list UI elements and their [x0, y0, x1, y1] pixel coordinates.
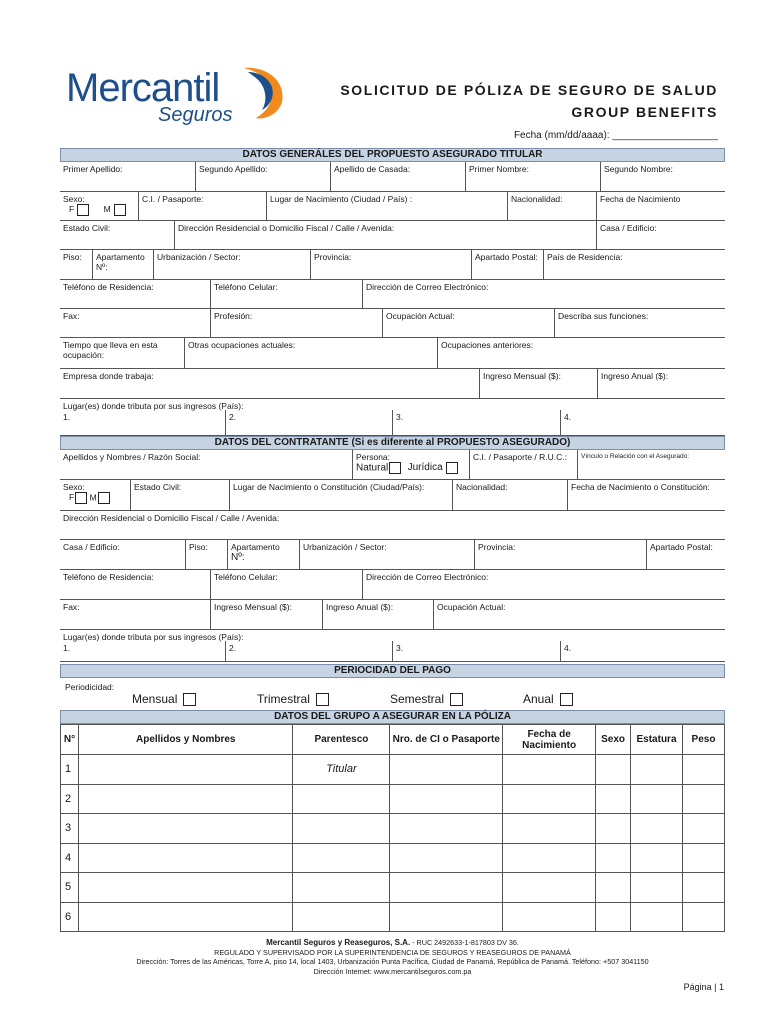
contratante-sexo-field — [60, 480, 130, 510]
apartamento-label: Apartamento — [96, 252, 145, 262]
section-contractor-title: DATOS DEL CONTRATANTE (Si es diferente al PROPUESTO ASEGURADO) — [60, 436, 725, 450]
peso-cell[interactable] — [683, 873, 725, 903]
contratante-ocupacion-field[interactable]: Ocupación Actual: — [433, 600, 725, 629]
contratante-tel-cel-field[interactable]: Teléfono Celular: — [210, 570, 362, 599]
contratante-casa-field[interactable]: Casa / Edificio: — [63, 542, 120, 552]
nombres-cell[interactable] — [78, 755, 293, 785]
parentesco-cell[interactable] — [293, 902, 390, 932]
parentesco-cell[interactable] — [293, 814, 390, 844]
pais-4-field[interactable]: 4. — [560, 410, 725, 435]
row-number: 2 — [61, 784, 79, 814]
pais-1-field[interactable]: 1. — [63, 412, 71, 422]
fecha-nacimiento-field[interactable]: Fecha de Nacimiento — [596, 192, 725, 220]
footer-ruc: - RUC 2492633-1-817803 DV 36. — [410, 938, 519, 947]
row-contratante-casa — [60, 540, 725, 570]
contratante-apartamento-no-label: Nº: — [231, 552, 245, 563]
m-checkbox[interactable] — [114, 204, 126, 216]
payment-frequency-row — [60, 680, 725, 708]
fecha-cell[interactable] — [503, 902, 596, 932]
footer-address: Dirección: Torres de las Américas, Torre A, piso 14, local 1403, Urbanización Punta Pacífica, Ciudad de Panamá, República de Panamá. Teléfono: +507 3041150 — [136, 957, 649, 966]
page-footer — [60, 938, 725, 976]
logo-main-text: Mercantil — [66, 66, 220, 110]
pais-3-field[interactable]: 3. — [392, 410, 560, 435]
ci-cell[interactable] — [390, 755, 503, 785]
persona-label: Persona: — [356, 452, 391, 462]
group-table — [60, 724, 725, 932]
footer-website: Dirección Internet: www.mercantilseguros.com.pa — [313, 966, 472, 976]
parentesco-cell[interactable]: Titular — [293, 755, 390, 785]
row-contratante-telefono — [60, 570, 725, 600]
table-row — [61, 902, 725, 932]
mensual-option — [132, 692, 196, 706]
section-group-title: DATOS DEL GRUPO A ASEGURAR EN LA PÓLIZA — [60, 710, 725, 724]
lugares-tributa-label: Lugar(es) donde tributa por sus ingresos (País): — [63, 401, 244, 411]
sexo-cell[interactable] — [596, 902, 631, 932]
estatura-cell[interactable] — [631, 784, 683, 814]
contratante-apartamento-field[interactable] — [227, 540, 299, 569]
mensual-checkbox[interactable] — [183, 693, 196, 706]
primer-nombre-field[interactable]: Primer Nombre: — [465, 162, 600, 191]
col-header-ci: Nro. de CI o Pasaporte — [390, 725, 503, 755]
nombres-cell[interactable] — [78, 784, 293, 814]
row-telefono — [60, 280, 725, 309]
semestral-label: Semestral — [390, 692, 445, 706]
primer-apellido-field[interactable]: Primer Apellido: — [63, 164, 123, 174]
row-names — [60, 162, 725, 192]
sexo-field — [60, 192, 138, 220]
row-number: 6 — [61, 902, 79, 932]
row-tiempo — [60, 338, 725, 369]
row-empresa — [60, 369, 725, 399]
fecha-cell[interactable] — [503, 873, 596, 903]
contratante-direccion-field[interactable]: Dirección Residencial o Domicilio Fiscal / Calle / Avenida: — [63, 513, 280, 523]
ci-field[interactable]: C.I. / Pasaporte: — [138, 192, 266, 220]
contratante-estado-civil-field[interactable]: Estado Civil: — [130, 480, 229, 510]
nombres-cell[interactable] — [78, 873, 293, 903]
estatura-cell[interactable] — [631, 814, 683, 844]
peso-cell[interactable] — [683, 902, 725, 932]
table-row — [61, 843, 725, 873]
col-header-peso: Peso — [683, 725, 725, 755]
contratante-nombres-field[interactable]: Apellidos y Nombres / Razón Social: — [63, 452, 201, 462]
parentesco-cell[interactable] — [293, 843, 390, 873]
page-number: Página | 1 — [683, 982, 724, 992]
peso-cell[interactable] — [683, 784, 725, 814]
date-field[interactable]: Fecha (mm/dd/aaaa): ___________________ — [513, 130, 718, 141]
logo-sub-text: Seguros — [158, 104, 233, 126]
col-header-sexo: Sexo — [596, 725, 631, 755]
periodicidad-label: Periodicidad: — [65, 682, 115, 692]
fecha-cell[interactable] — [503, 843, 596, 873]
anual-checkbox[interactable] — [560, 693, 573, 706]
contratante-sexo-label: Sexo: — [63, 482, 85, 492]
col-header-estatura: Estatura — [631, 725, 683, 755]
estatura-cell[interactable] — [631, 902, 683, 932]
row-contratante-tributa-countries — [60, 641, 725, 662]
funciones-field[interactable]: Describa sus funciones: — [554, 309, 725, 337]
col-header-nombres: Apellidos y Nombres — [78, 725, 293, 755]
logo-swoosh-icon — [226, 62, 288, 122]
footer-company: Mercantil Seguros y Reaseguros, S.A. — [266, 938, 411, 947]
contratante-f-label: F — [69, 492, 75, 503]
apartamento-no-label: Nº: — [96, 262, 108, 272]
contratante-apartado-field[interactable]: Apartado Postal: — [646, 540, 725, 569]
direccion-field[interactable]: Dirección Residencial o Domicilio Fiscal / Calle / Avenida: — [174, 221, 596, 249]
peso-cell[interactable] — [683, 755, 725, 785]
ocupaciones-anteriores-field[interactable]: Ocupaciones anteriores: — [437, 338, 725, 368]
form-title: SOLICITUD DE PÓLIZA DE SEGURO DE SALUD — [340, 82, 718, 98]
contratante-correo-field[interactable]: Dirección de Correo Electrónico: — [362, 570, 725, 599]
table-row — [61, 873, 725, 903]
footer-regulator: REGULADO Y SUPERVISADO POR LA SUPERINTENDENCIA DE SEGUROS Y REASEGUROS DE PANAMÁ — [214, 947, 571, 957]
table-row — [61, 784, 725, 814]
sexo-cell[interactable] — [596, 755, 631, 785]
trimestral-checkbox[interactable] — [316, 693, 329, 706]
parentesco-cell[interactable] — [293, 784, 390, 814]
contratante-provincia-field[interactable]: Provincia: — [474, 540, 646, 569]
row-estado-civil — [60, 221, 725, 250]
pais-residencia-field[interactable]: País de Residencia: — [543, 250, 725, 279]
row-number: 5 — [61, 873, 79, 903]
table-row — [61, 814, 725, 844]
correo-field[interactable]: Dirección de Correo Electrónico: — [362, 280, 725, 308]
contratante-pais-3-field[interactable]: 3. — [392, 641, 560, 661]
ocupacion-actual-field[interactable]: Ocupación Actual: — [382, 309, 554, 337]
peso-cell[interactable] — [683, 814, 725, 844]
fecha-cell[interactable] — [503, 814, 596, 844]
m-label: M — [103, 204, 111, 215]
nombres-cell[interactable] — [78, 902, 293, 932]
telefono-celular-field[interactable]: Teléfono Celular: — [210, 280, 362, 308]
f-label: F — [69, 204, 75, 215]
contratante-tributa-label: Lugar(es) donde tributa por sus ingresos (País): — [63, 632, 244, 642]
contratante-pais-4-field[interactable]: 4. — [560, 641, 725, 661]
contratante-piso-field[interactable]: Piso: — [185, 540, 227, 569]
contratante-fecha-nac-field[interactable]: Fecha de Nacimiento o Constitución: — [567, 480, 725, 510]
ci-ruc-field[interactable]: C.I. / Pasaporte / R.U.C.: — [469, 450, 577, 479]
col-header-n: N° — [61, 725, 79, 755]
row-number: 1 — [61, 755, 79, 785]
apellido-casada-field[interactable]: Apellido de Casada: — [330, 162, 465, 191]
empresa-field[interactable]: Empresa donde trabaja: — [63, 371, 154, 381]
row-contratante-fax — [60, 600, 725, 630]
ci-cell[interactable] — [390, 843, 503, 873]
casa-field[interactable]: Casa / Edificio: — [596, 221, 725, 249]
sexo-label: Sexo: — [63, 194, 85, 204]
contratante-pais-2-field[interactable]: 2. — [225, 641, 392, 661]
profesion-field[interactable]: Profesión: — [210, 309, 382, 337]
row-tributa-countries — [60, 410, 725, 436]
piso-field[interactable]: Piso: — [63, 252, 82, 262]
juridica-label: Jurídica — [407, 462, 443, 474]
nombres-cell[interactable] — [78, 814, 293, 844]
parentesco-cell[interactable] — [293, 873, 390, 903]
footer-company-line — [60, 938, 725, 948]
estatura-cell[interactable] — [631, 843, 683, 873]
col-header-fecha-nac: Fecha de Nacimiento — [503, 725, 596, 755]
fax-field[interactable]: Fax: — [63, 311, 80, 321]
contratante-f-checkbox[interactable] — [75, 492, 87, 504]
segundo-apellido-field[interactable]: Segundo Apellido: — [195, 162, 330, 191]
estatura-cell[interactable] — [631, 873, 683, 903]
contratante-apartamento-label: Apartamento — [231, 542, 280, 552]
row-piso — [60, 250, 725, 280]
apartado-postal-field[interactable]: Apartado Postal: — [471, 250, 543, 279]
ingreso-anual-field[interactable]: Ingreso Anual ($): — [597, 369, 725, 398]
peso-cell[interactable] — [683, 843, 725, 873]
contratante-ingreso-anual-field[interactable]: Ingreso Anual ($): — [322, 600, 433, 629]
telefono-residencia-field[interactable]: Teléfono de Residencia: — [63, 282, 154, 292]
vinculo-field[interactable]: Vínculo o Relación con el Asegurado: — [577, 450, 725, 479]
section-payment-title: PERIOCIDAD DEL PAGO — [60, 664, 725, 678]
f-checkbox[interactable] — [77, 204, 89, 216]
contratante-nacionalidad-field[interactable]: Nacionalidad: — [452, 480, 567, 510]
contratante-tel-res-field[interactable]: Teléfono de Residencia: — [63, 572, 154, 582]
sexo-cell[interactable] — [596, 873, 631, 903]
otras-ocupaciones-field[interactable]: Otras ocupaciones actuales: — [184, 338, 437, 368]
fecha-cell[interactable] — [503, 784, 596, 814]
sexo-cell[interactable] — [596, 814, 631, 844]
pais-2-field[interactable]: 2. — [225, 410, 392, 435]
ci-cell[interactable] — [390, 902, 503, 932]
persona-field — [352, 450, 469, 479]
ci-cell[interactable] — [390, 814, 503, 844]
trimestral-option — [257, 692, 329, 706]
anual-option — [523, 692, 573, 706]
sexo-cell[interactable] — [596, 843, 631, 873]
natural-label: Natural — [356, 462, 389, 474]
group-table-header — [61, 725, 725, 755]
mercantil-logo — [66, 62, 286, 132]
row-contratante-sexo — [60, 480, 725, 511]
segundo-nombre-field[interactable]: Segundo Nombre: — [600, 162, 725, 191]
section-insured-title: DATOS GENERÁLES DEL PROPUESTO ASEGURADO TITULAR — [60, 148, 725, 162]
ingreso-mensual-field[interactable]: Ingreso Mensual ($): — [479, 369, 597, 398]
contratante-lugar-nac-field[interactable]: Lugar de Nacimiento o Constitución (Ciudad/País): — [229, 480, 452, 510]
trimestral-label: Trimestral — [257, 692, 310, 706]
urbanizacion-field[interactable]: Urbanización / Sector: — [153, 250, 310, 279]
contratante-ingreso-mensual-field[interactable]: Ingreso Mensual ($): — [210, 600, 322, 629]
semestral-option — [390, 692, 463, 706]
row-contratante-names — [60, 450, 725, 480]
contratante-m-checkbox[interactable] — [98, 492, 110, 504]
estado-civil-field[interactable]: Estado Civil: — [63, 223, 111, 233]
natural-checkbox[interactable] — [389, 462, 401, 474]
lugar-nacimiento-field[interactable]: Lugar de Nacimiento (Ciudad / País) : — [266, 192, 507, 220]
contratante-urbanizacion-field[interactable]: Urbanización / Sector: — [299, 540, 474, 569]
tiempo-ocupacion-field[interactable]: Tiempo que lleva en esta ocupación: — [63, 340, 158, 360]
fecha-cell[interactable] — [503, 755, 596, 785]
apartamento-field[interactable] — [92, 250, 153, 279]
table-row — [61, 755, 725, 785]
estatura-cell[interactable] — [631, 755, 683, 785]
anual-label: Anual — [523, 692, 554, 706]
provincia-field[interactable]: Provincia: — [310, 250, 471, 279]
juridica-checkbox[interactable] — [446, 462, 458, 474]
ci-cell[interactable] — [390, 873, 503, 903]
sexo-cell[interactable] — [596, 784, 631, 814]
nombres-cell[interactable] — [78, 843, 293, 873]
semestral-checkbox[interactable] — [450, 693, 463, 706]
form-subtitle: GROUP BENEFITS — [571, 104, 718, 120]
row-contratante-direccion — [60, 511, 725, 540]
nacionalidad-field[interactable]: Nacionalidad: — [507, 192, 596, 220]
row-number: 3 — [61, 814, 79, 844]
ci-cell[interactable] — [390, 784, 503, 814]
row-number: 4 — [61, 843, 79, 873]
contratante-m-label: M — [89, 492, 97, 503]
mensual-label: Mensual — [132, 692, 178, 706]
row-sexo — [60, 192, 725, 221]
contratante-fax-field[interactable]: Fax: — [63, 602, 80, 612]
row-fax — [60, 309, 725, 338]
contratante-pais-1-field[interactable]: 1. — [63, 643, 71, 653]
col-header-parentesco: Parentesco — [293, 725, 390, 755]
